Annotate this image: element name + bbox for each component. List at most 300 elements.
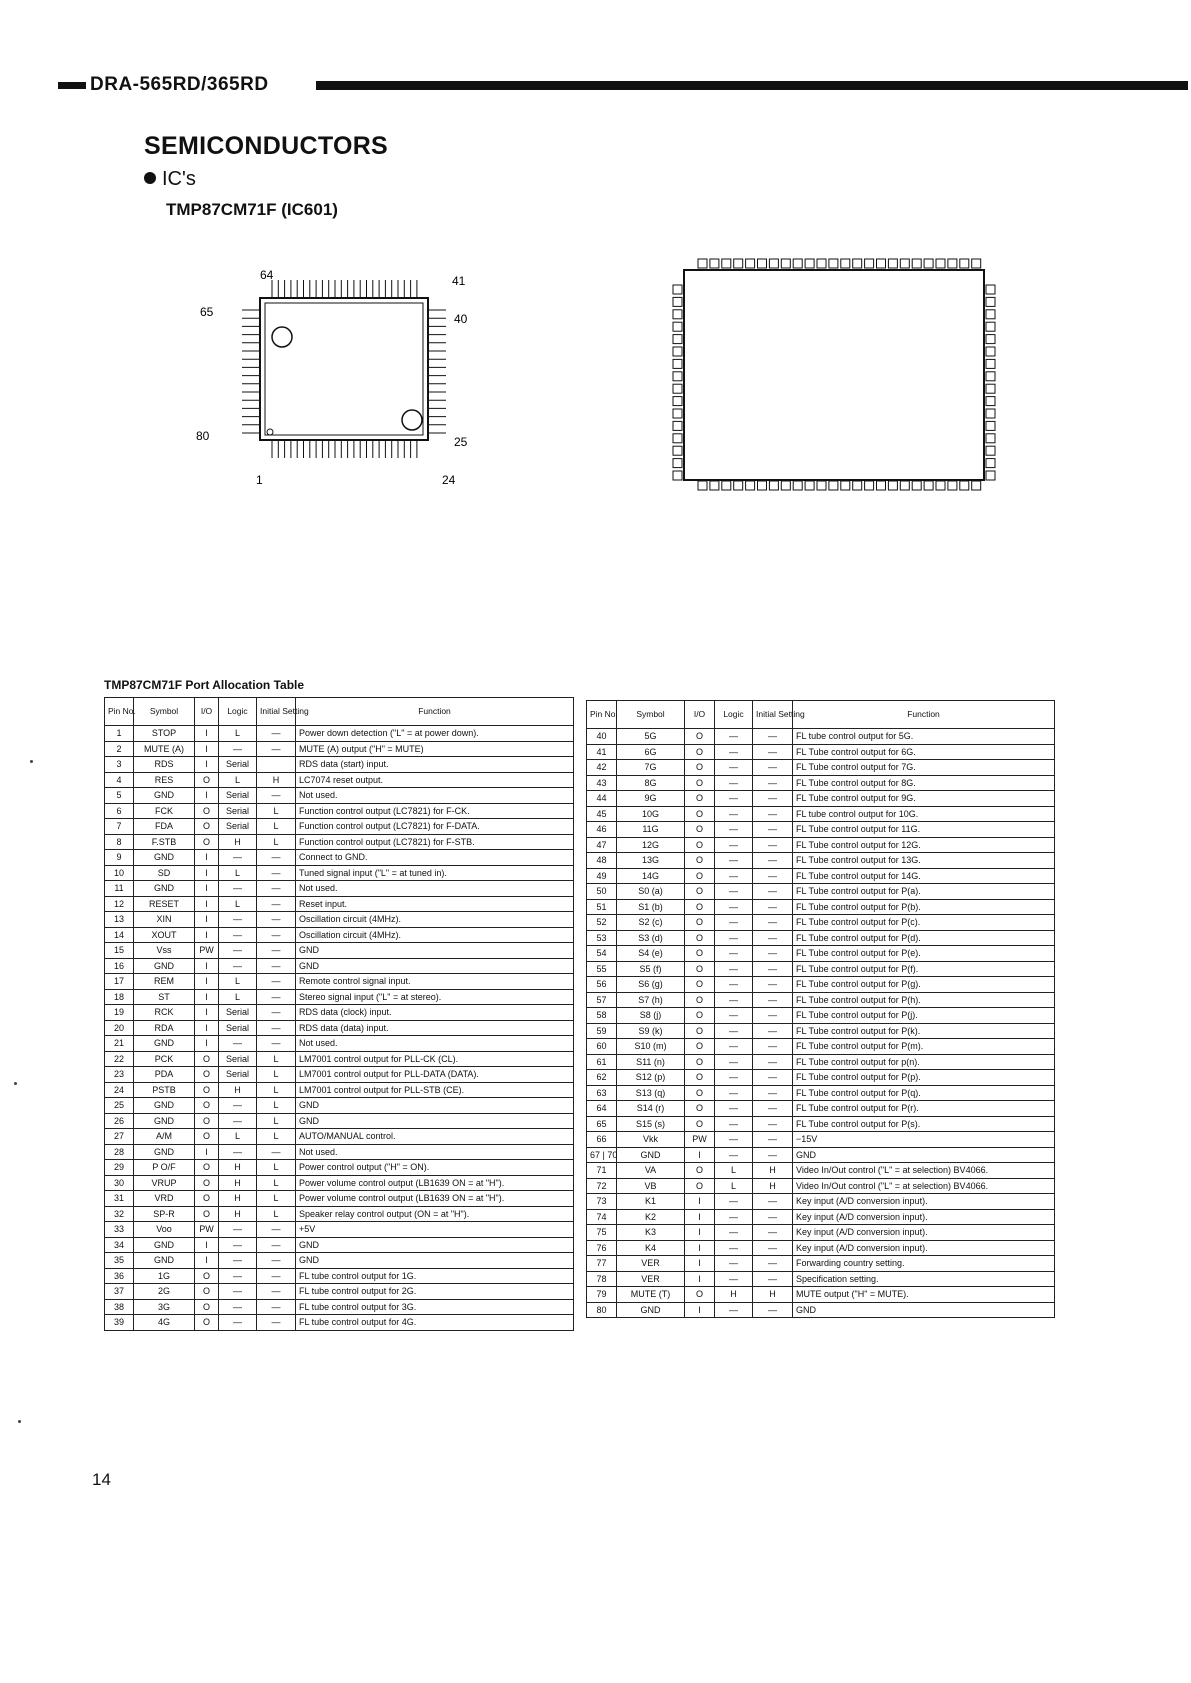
pin-box [986,471,995,480]
initial-cell: — [753,791,793,807]
table-row [587,1209,1055,1225]
pin-box [986,384,995,393]
table-row [105,1005,574,1021]
logic-cell: — [715,837,753,853]
function-cell: Not used. [296,788,574,804]
io-cell: I [195,974,219,990]
initial-cell: — [753,1225,793,1241]
logic-cell: H [219,834,257,850]
function-cell: AUTO/MANUAL control. [296,1129,574,1145]
function-cell: GND [296,1237,574,1253]
col-initial: Initial Setting [257,698,296,726]
function-cell: RDS data (start) input. [296,757,574,773]
io-cell: PW [195,1222,219,1238]
table-row [105,1082,574,1098]
pin-cell: 36 [105,1268,134,1284]
pin-box [912,481,921,490]
logic-cell: H [219,1191,257,1207]
io-cell: O [685,1070,715,1086]
initial-cell: H [753,1163,793,1179]
pin-cell: 50 [587,884,617,900]
logic-cell: — [715,1302,753,1318]
logic-cell: — [715,884,753,900]
pin-cell: 54 [587,946,617,962]
logic-cell: — [715,1194,753,1210]
pin-box [986,359,995,368]
pin-box [829,259,838,268]
pin-cell: 11 [105,881,134,897]
pin-cell: 38 [105,1299,134,1315]
pin-cell: 49 [587,868,617,884]
initial-cell: — [257,912,296,928]
function-cell: FL Tube control output for P(m). [793,1039,1055,1055]
symbol-cell: GND [617,1147,685,1163]
table-row [105,1315,574,1331]
table-row [105,943,574,959]
logic-cell: L [715,1163,753,1179]
pin-cell: 26 [105,1113,134,1129]
io-cell: O [195,1082,219,1098]
io-cell: I [195,865,219,881]
function-cell: FL Tube control output for P(j). [793,1008,1055,1024]
io-cell: I [685,1302,715,1318]
pin-box [841,259,850,268]
io-cell: O [685,1116,715,1132]
symbol-cell: K3 [617,1225,685,1241]
table-row [587,1163,1055,1179]
function-cell: LC7074 reset output. [296,772,574,788]
pin-box [673,434,682,443]
io-cell: I [685,1147,715,1163]
symbol-cell: PCK [134,1051,195,1067]
initial-cell: — [257,943,296,959]
initial-cell: — [257,1253,296,1269]
pin-cell: 25 [105,1098,134,1114]
pin-cell: 75 [587,1225,617,1241]
logic-cell: L [219,772,257,788]
table-row [587,1256,1055,1272]
pin-label-65: 65 [200,305,214,319]
table-row [105,741,574,757]
io-cell: I [195,726,219,742]
function-cell: Tuned signal input ("L" = at tuned in). [296,865,574,881]
io-cell: O [195,1315,219,1331]
initial-cell: — [257,1222,296,1238]
pin-cell: 60 [587,1039,617,1055]
symbol-cell: RDA [134,1020,195,1036]
symbol-cell: S14 (r) [617,1101,685,1117]
table-row [105,1191,574,1207]
logic-cell: — [715,760,753,776]
pin-box [972,259,981,268]
pin-cell: 47 [587,837,617,853]
symbol-cell: S9 (k) [617,1023,685,1039]
logic-cell: — [219,912,257,928]
pin-box [746,259,755,268]
table-row [105,1299,574,1315]
initial-cell: — [753,1116,793,1132]
symbol-cell: 11G [617,822,685,838]
function-cell: FL tube control output for 10G. [793,806,1055,822]
table-row [105,1175,574,1191]
table-caption: TMP87CM71F Port Allocation Table [104,678,305,692]
symbol-cell: P O/F [134,1160,195,1176]
initial-cell: — [257,1284,296,1300]
initial-cell: — [753,806,793,822]
pin-cell: 80 [587,1302,617,1318]
initial-cell: — [753,915,793,931]
initial-cell: — [257,850,296,866]
table-row [587,1008,1055,1024]
table-row [105,1237,574,1253]
function-cell: FL Tube control output for P(r). [793,1101,1055,1117]
initial-cell: — [753,1085,793,1101]
page-number: 14 [92,1470,111,1489]
logic-cell: — [219,1237,257,1253]
io-cell: O [685,729,715,745]
logic-cell: Serial [219,1051,257,1067]
logic-cell: Serial [219,819,257,835]
initial-cell: L [257,1067,296,1083]
function-cell: FL Tube control output for P(c). [793,915,1055,931]
initial-cell: — [257,958,296,974]
logic-cell: — [219,1284,257,1300]
logic-cell: — [219,1222,257,1238]
pin-cell: 48 [587,853,617,869]
logic-cell: — [715,915,753,931]
pin-cell: 45 [587,806,617,822]
pin-cell: 39 [105,1315,134,1331]
table-row [105,881,574,897]
io-cell: O [195,1067,219,1083]
logic-cell: — [715,1054,753,1070]
pin-cell: 27 [105,1129,134,1145]
table-row [587,1194,1055,1210]
initial-cell: — [753,992,793,1008]
pin-cell: 63 [587,1085,617,1101]
symbol-cell: 8G [617,775,685,791]
symbol-cell: VRUP [134,1175,195,1191]
pin-cell: 67 | 70 [587,1147,617,1163]
io-cell: I [195,1036,219,1052]
pin-cell: 37 [105,1284,134,1300]
table-row [105,1222,574,1238]
table-row [587,729,1055,745]
initial-cell: L [257,1129,296,1145]
symbol-cell: 3G [134,1299,195,1315]
table-row [587,1147,1055,1163]
pin-box [673,335,682,344]
initial-cell: — [753,977,793,993]
initial-cell: H [753,1287,793,1303]
io-cell: O [685,915,715,931]
table-row [105,1067,574,1083]
logic-cell: — [715,1023,753,1039]
pin-box [698,259,707,268]
logic-cell: — [219,1268,257,1284]
io-cell: I [195,1253,219,1269]
function-cell: GND [793,1302,1055,1318]
initial-cell: H [753,1178,793,1194]
logic-cell: — [715,822,753,838]
header-rule-right [316,81,1188,90]
table-row [105,1098,574,1114]
pin-label-64: 64 [260,268,274,282]
col-function: Function [296,698,574,726]
io-cell: O [195,1206,219,1222]
pin-cell: 7 [105,819,134,835]
pin-cell: 78 [587,1271,617,1287]
initial-cell: — [753,729,793,745]
initial-cell: — [753,1039,793,1055]
table-row [105,1206,574,1222]
function-cell: Power volume control output (LB1639 ON = at "H"). [296,1191,574,1207]
col-logic: Logic [219,698,257,726]
table-row [587,1039,1055,1055]
table-row [105,834,574,850]
io-cell: O [685,760,715,776]
io-cell: I [685,1256,715,1272]
logic-cell: — [715,1008,753,1024]
table-row [587,1070,1055,1086]
symbol-cell: GND [134,958,195,974]
io-cell: I [685,1271,715,1287]
bullet-icon [144,172,156,184]
logic-cell: — [715,853,753,869]
pin-box [986,397,995,406]
function-cell: Specification setting. [793,1271,1055,1287]
initial-cell: — [257,1299,296,1315]
symbol-cell: RESET [134,896,195,912]
pin-box [972,481,981,490]
io-cell: PW [195,943,219,959]
logic-cell: H [219,1175,257,1191]
logic-cell: L [715,1178,753,1194]
logic-cell: — [715,729,753,745]
initial-cell: — [257,1268,296,1284]
io-cell: I [195,1144,219,1160]
initial-cell: — [753,744,793,760]
table-row [587,791,1055,807]
pin-cell: 24 [105,1082,134,1098]
table-row [587,946,1055,962]
initial-cell: L [257,819,296,835]
function-cell: FL tube control output for 2G. [296,1284,574,1300]
symbol-cell: 9G [617,791,685,807]
pin-cell: 51 [587,899,617,915]
symbol-cell: S6 (g) [617,977,685,993]
initial-cell: — [257,741,296,757]
symbol-cell: RDS [134,757,195,773]
pin-cell: 6 [105,803,134,819]
pin-cell: 10 [105,865,134,881]
initial-cell: — [753,853,793,869]
function-cell: Video In/Out control ("L" = at selection) BV4066. [793,1163,1055,1179]
pin-box [746,481,755,490]
function-cell: Stereo signal input ("L" = at stereo). [296,989,574,1005]
table-row [587,1023,1055,1039]
logic-cell: — [715,1116,753,1132]
function-cell: FL Tube control output for P(s). [793,1116,1055,1132]
function-cell: FL tube control output for 4G. [296,1315,574,1331]
initial-cell: — [753,930,793,946]
pin-cell: 74 [587,1209,617,1225]
initial-cell: — [753,1054,793,1070]
symbol-cell: Voo [134,1222,195,1238]
pin-box [912,259,921,268]
symbol-cell: GND [134,881,195,897]
pin-box [673,285,682,294]
table-row [587,837,1055,853]
pin-cell: 55 [587,961,617,977]
table-row [105,1051,574,1067]
pin-box [986,310,995,319]
pin-box [710,481,719,490]
pin-box [986,335,995,344]
symbol-cell: Vss [134,943,195,959]
pin-box [673,446,682,455]
pin-label-1: 1 [256,473,263,487]
logic-cell: — [219,958,257,974]
col-pin: Pin No. [587,701,617,729]
col-pin: Pin No. [105,698,134,726]
logic-cell: — [715,744,753,760]
function-cell: MUTE output ("H" = MUTE). [793,1287,1055,1303]
pin-box [673,297,682,306]
pin-label-24: 24 [442,473,456,487]
function-cell: FL Tube control output for 9G. [793,791,1055,807]
col-logic: Logic [715,701,753,729]
logic-cell: Serial [219,1020,257,1036]
table-row [587,977,1055,993]
table-row [105,1253,574,1269]
symbol-cell: VB [617,1178,685,1194]
pin-label-41: 41 [452,274,466,288]
io-cell: O [685,868,715,884]
io-cell: I [685,1209,715,1225]
col-initial: Initial Setting [753,701,793,729]
table-row [587,899,1055,915]
pin-box [769,481,778,490]
function-cell: Video In/Out control ("L" = at selection) BV4066. [793,1178,1055,1194]
initial-cell: — [753,961,793,977]
pin-cell: 42 [587,760,617,776]
logic-cell: — [715,899,753,915]
function-cell: FL Tube control output for P(b). [793,899,1055,915]
logic-cell: — [715,1209,753,1225]
pin-cell: 14 [105,927,134,943]
io-cell: I [195,989,219,1005]
initial-cell: L [257,1113,296,1129]
pin-box [841,481,850,490]
symbol-cell: S10 (m) [617,1039,685,1055]
symbol-cell: K4 [617,1240,685,1256]
logic-cell: — [219,1315,257,1331]
symbol-cell: RES [134,772,195,788]
io-cell: O [685,1085,715,1101]
initial-cell: — [257,1237,296,1253]
function-cell: Function control output (LC7821) for F-DATA. [296,819,574,835]
table-row [105,1036,574,1052]
pin-cell: 73 [587,1194,617,1210]
pin-cell: 46 [587,822,617,838]
pin-cell: 57 [587,992,617,1008]
logic-cell: — [715,806,753,822]
logic-cell: — [219,881,257,897]
symbol-cell: S8 (j) [617,1008,685,1024]
logic-cell: — [715,1256,753,1272]
pin-cell: 5 [105,788,134,804]
function-cell: FL Tube control output for 7G. [793,760,1055,776]
function-cell: Reset input. [296,896,574,912]
table-row [587,915,1055,931]
io-cell: O [195,803,219,819]
initial-cell: L [257,1098,296,1114]
function-cell: Power down detection ("L" = at power down). [296,726,574,742]
pin-box [673,384,682,393]
io-cell: I [685,1240,715,1256]
function-cell: FL Tube control output for P(q). [793,1085,1055,1101]
function-cell: FL Tube control output for 6G. [793,744,1055,760]
io-cell: I [195,927,219,943]
io-cell: O [685,884,715,900]
function-cell: GND [296,958,574,974]
header-bar [58,74,1188,95]
function-cell: Function control output (LC7821) for F-CK. [296,803,574,819]
pin-label-80: 80 [196,429,210,443]
logic-cell: H [219,1206,257,1222]
io-cell: O [685,853,715,869]
pin-box [793,481,802,490]
function-cell: FL Tube control output for 13G. [793,853,1055,869]
table-row [587,1085,1055,1101]
symbol-cell: S15 (s) [617,1116,685,1132]
part-label: TMP87CM71F (IC601) [166,200,338,219]
port-table-right [586,700,1055,1318]
col-io: I/O [195,698,219,726]
symbol-cell: XOUT [134,927,195,943]
symbol-cell: SP-R [134,1206,195,1222]
initial-cell: — [753,868,793,884]
table-row [105,1284,574,1300]
pin-box [986,421,995,430]
table-row [105,989,574,1005]
function-cell: Forwarding country setting. [793,1256,1055,1272]
symbol-cell: MUTE (T) [617,1287,685,1303]
symbol-cell: S1 (b) [617,899,685,915]
table-row [105,757,574,773]
symbol-cell: S11 (n) [617,1054,685,1070]
pin-cell: 77 [587,1256,617,1272]
function-cell: FL Tube control output for P(h). [793,992,1055,1008]
logic-cell: — [715,1240,753,1256]
pin-box [817,259,826,268]
symbol-cell: VA [617,1163,685,1179]
io-cell: O [685,1023,715,1039]
io-cell: O [685,961,715,977]
table-row [587,1178,1055,1194]
io-cell: O [195,1175,219,1191]
pin-box [948,259,957,268]
port-table-left [104,697,574,1331]
symbol-cell: GND [134,788,195,804]
table-row [587,760,1055,776]
logic-cell: — [715,1085,753,1101]
initial-cell: — [753,775,793,791]
function-cell: Not used. [296,1144,574,1160]
table-row [105,788,574,804]
symbol-cell: S13 (q) [617,1085,685,1101]
